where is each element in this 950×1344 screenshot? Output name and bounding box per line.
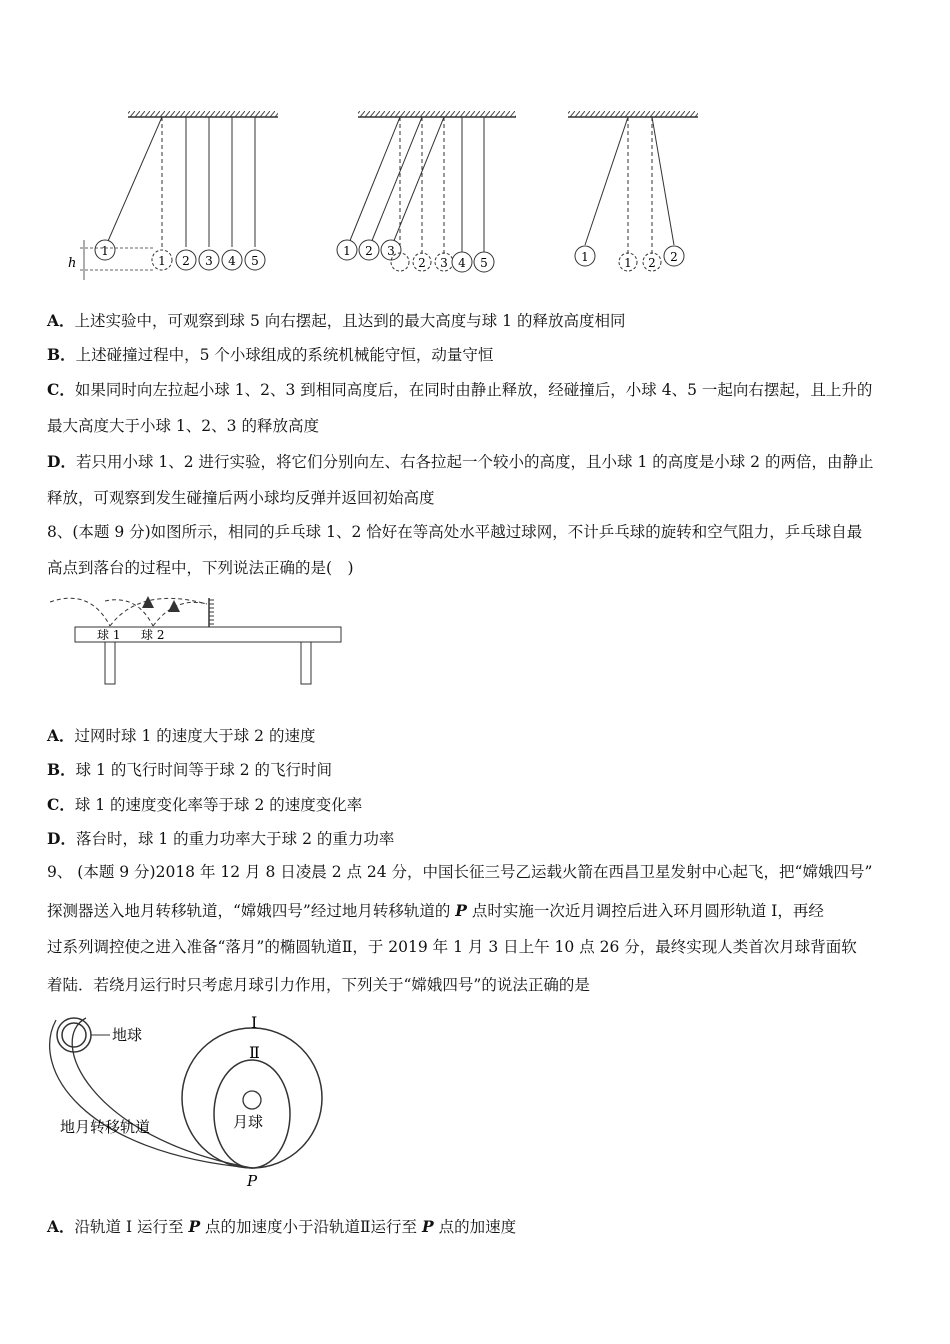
ball-label: 3 bbox=[205, 254, 213, 268]
pendulum-figure bbox=[60, 105, 710, 285]
q9-stem-line4: 着陆．若绕月运行时只考虑月球引力作用，下列关于“嫦娥四号”的说法正确的是 bbox=[47, 976, 590, 994]
moon-label: 月球 bbox=[233, 1113, 264, 1131]
q7-option-c-cont: 最大高度大于小球 1、2、3 的释放高度 bbox=[47, 417, 319, 435]
ball-label: 1 bbox=[581, 250, 589, 264]
ball-label: 1 bbox=[101, 244, 109, 258]
ball-2-label: 球 2 bbox=[141, 628, 165, 642]
q7-option-b: B．上述碰撞过程中，5 个小球组成的系统机械能守恒，动量守恒 bbox=[47, 345, 494, 364]
ball-label: 1 bbox=[158, 254, 166, 268]
ball-label: 5 bbox=[480, 256, 488, 270]
ball-label: 2 bbox=[418, 256, 426, 270]
pendulum-panel-1 bbox=[68, 111, 278, 280]
q9-stem-line1: 9、 (本题 9 分)2018 年 12 月 8 日凌晨 2 点 24 分，中国长征三号乙运载火箭在西昌卫星发射中心起飞，把“嫦娥四号” bbox=[47, 863, 873, 881]
table-tennis-figure bbox=[45, 588, 350, 688]
ball-label: 5 bbox=[251, 254, 259, 268]
earth-label: 地球 bbox=[112, 1026, 143, 1044]
q9-stem-line3: 过系列调控使之进入准备“落月”的椭圆轨道Ⅱ，于 2019 年 1 月 3 日上午 10 点 26 分，最终实现人类首次月球背面软 bbox=[47, 938, 857, 956]
height-label: h bbox=[68, 256, 77, 271]
q8-option-d: D．落台时，球 1 的重力功率大于球 2 的重力功率 bbox=[47, 829, 395, 848]
q8-option-c: C．球 1 的速度变化率等于球 2 的速度变化率 bbox=[47, 795, 363, 814]
q8-stem-line1: 8、(本题 9 分)如图所示，相同的乒乓球 1、2 恰好在等高处水平越过球网，不计乒乓球的旋转和空气阻力，乒乓球自最 bbox=[47, 523, 863, 541]
transfer-orbit-label: 地月转移轨道 bbox=[60, 1118, 151, 1136]
pendulum-panel-3 bbox=[568, 111, 698, 271]
q7-option-a: A．上述实验中，可观察到球 5 向右摆起，且达到的最大高度与球 1 的释放高度相同 bbox=[47, 311, 626, 330]
ball-label: 2 bbox=[182, 254, 190, 268]
orbit-1-label: I bbox=[251, 1013, 258, 1032]
moon bbox=[243, 1091, 261, 1109]
q8-option-b: B．球 1 的飞行时间等于球 2 的飞行时间 bbox=[47, 760, 333, 779]
lunar-orbit-figure bbox=[42, 1008, 342, 1193]
q8-stem-line2: 高点到落台的过程中，下列说法正确的是( ) bbox=[47, 559, 354, 577]
q7-option-c: C．如果同时向左拉起小球 1、2、3 到相同高度后，在同时由静止释放，经碰撞后，小球 4、5 一起向右摆起，且上升的 bbox=[47, 380, 873, 399]
ball-label: 1 bbox=[624, 256, 632, 270]
q9-stem-line2: 探测器送入地月转移轨道，“嫦娥四号”经过地月转移轨道的 P 点时实施一次近月调控后进入环月圆形轨道 I，再经 bbox=[47, 901, 824, 920]
ball-label: 3 bbox=[440, 256, 448, 270]
q8-option-a: A．过网时球 1 的速度大于球 2 的速度 bbox=[47, 726, 316, 745]
ball-label: 3 bbox=[387, 244, 395, 258]
ball-label: 4 bbox=[458, 256, 466, 270]
pendulum-panel-2 bbox=[337, 111, 516, 272]
q9-option-a: A．沿轨道 I 运行至 P 点的加速度小于沿轨道Ⅱ运行至 P 点的加速度 bbox=[47, 1217, 517, 1236]
ball-label: 1 bbox=[343, 244, 351, 258]
point-p-label: P bbox=[247, 1172, 258, 1190]
ball-label: 2 bbox=[648, 256, 656, 270]
ball-label: 2 bbox=[670, 250, 678, 264]
ball-1-label: 球 1 bbox=[97, 628, 121, 642]
q7-option-d: D．若只用小球 1、2 进行实验，将它们分别向左、右各拉起一个较小的高度，且小球 1 的高度是小球 2 的两倍，由静止 bbox=[47, 452, 874, 471]
ball-label: 2 bbox=[365, 244, 373, 258]
q7-option-d-cont: 释放，可观察到发生碰撞后两小球均反弹并返回初始高度 bbox=[47, 489, 435, 507]
ball-label: 4 bbox=[228, 254, 236, 268]
orbit-2-label: Ⅱ bbox=[249, 1043, 260, 1062]
